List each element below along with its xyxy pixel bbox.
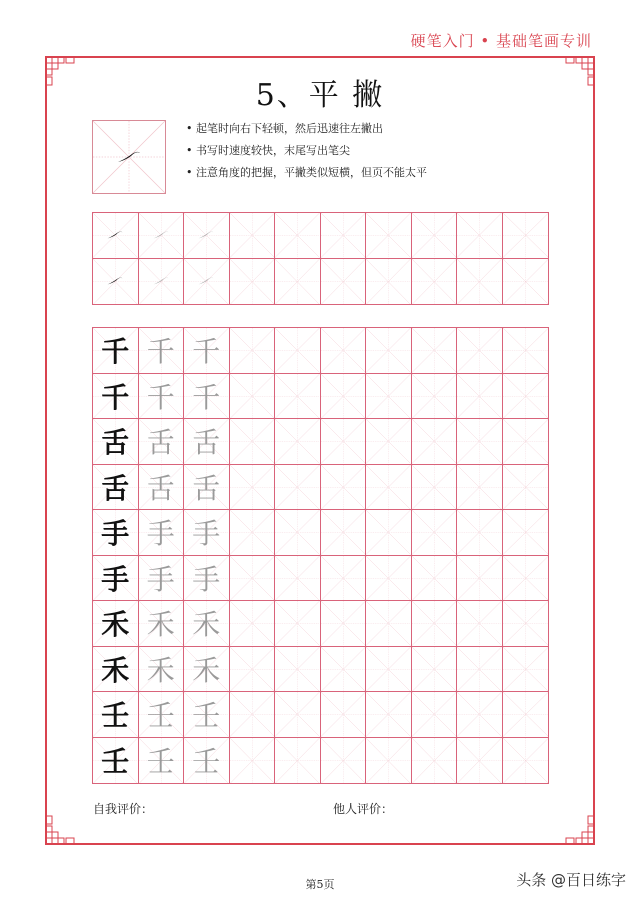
practice-cell xyxy=(93,510,139,556)
model-character: 壬 xyxy=(101,699,130,733)
model-character: 舌 xyxy=(101,471,130,505)
practice-cell xyxy=(139,601,185,647)
practice-cell xyxy=(503,692,549,738)
rice-grid-guide-icon xyxy=(412,738,457,784)
practice-cell xyxy=(139,465,185,511)
flat-left-falling-stroke-icon xyxy=(152,277,170,285)
rice-grid-guide-icon xyxy=(457,692,502,737)
rice-grid-guide-icon xyxy=(457,465,502,510)
rice-grid-guide-icon xyxy=(412,465,457,510)
model-character: 壬 xyxy=(101,745,130,779)
practice-cell xyxy=(366,259,412,305)
practice-cell xyxy=(412,510,458,556)
flat-left-falling-stroke-icon xyxy=(106,277,124,285)
practice-cell xyxy=(230,601,276,647)
practice-cell xyxy=(503,647,549,693)
rice-grid-guide-icon xyxy=(275,465,320,510)
practice-cell xyxy=(230,556,276,602)
practice-cell xyxy=(139,213,185,259)
practice-cell xyxy=(503,738,549,784)
practice-cell xyxy=(457,328,503,374)
practice-cell xyxy=(457,738,503,784)
practice-cell xyxy=(321,510,367,556)
practice-cell xyxy=(139,374,185,420)
practice-cell xyxy=(93,465,139,511)
peer-evaluation-label: 他人评价： xyxy=(333,802,394,816)
rice-grid-guide-icon xyxy=(321,601,366,646)
practice-cell xyxy=(321,601,367,647)
trace-character: 禾 xyxy=(192,653,221,687)
practice-cell xyxy=(412,419,458,465)
page-title: 5、平 撇 xyxy=(255,78,385,113)
rice-grid-guide-icon xyxy=(503,259,549,305)
practice-cell xyxy=(457,465,503,511)
rice-grid-guide-icon xyxy=(321,465,366,510)
trace-character: 千 xyxy=(192,380,221,414)
corner-ornament-icon xyxy=(46,814,76,844)
rice-grid-guide-icon xyxy=(275,259,320,305)
practice-cell xyxy=(230,259,276,305)
practice-cell xyxy=(230,374,276,420)
practice-cell xyxy=(184,738,230,784)
trace-character: 舌 xyxy=(146,471,175,505)
practice-cell xyxy=(412,556,458,602)
tip-item: • 起笔时向右下轻顿，然后迅速往左撇出 xyxy=(186,118,427,140)
trace-character: 壬 xyxy=(192,745,221,779)
practice-cell xyxy=(139,647,185,693)
practice-cell xyxy=(366,328,412,374)
practice-cell xyxy=(503,556,549,602)
practice-cell xyxy=(139,738,185,784)
practice-cell xyxy=(275,419,321,465)
practice-cell xyxy=(184,601,230,647)
rice-grid-guide-icon xyxy=(503,556,549,601)
rice-grid-guide-icon xyxy=(230,213,275,258)
practice-cell xyxy=(503,510,549,556)
practice-cell xyxy=(139,692,185,738)
rice-grid-guide-icon xyxy=(230,647,275,692)
rice-grid-guide-icon xyxy=(321,419,366,464)
practice-cell xyxy=(93,556,139,602)
rice-grid-guide-icon xyxy=(503,465,549,510)
rice-grid-guide-icon xyxy=(366,692,411,737)
tips-list xyxy=(186,118,427,184)
rice-grid-guide-icon xyxy=(366,510,411,555)
stroke-practice-grid xyxy=(92,212,549,305)
practice-cell xyxy=(412,328,458,374)
rice-grid-guide-icon xyxy=(503,213,549,258)
rice-grid-guide-icon xyxy=(412,510,457,555)
rice-grid-guide-icon xyxy=(275,556,320,601)
practice-cell xyxy=(457,419,503,465)
rice-grid-guide-icon xyxy=(230,328,275,373)
rice-grid-guide-icon xyxy=(412,213,457,258)
practice-cell xyxy=(93,374,139,420)
rice-grid-guide-icon xyxy=(321,510,366,555)
rice-grid-guide-icon xyxy=(503,328,549,373)
practice-cell xyxy=(275,374,321,420)
practice-cell xyxy=(93,328,139,374)
rice-grid-guide-icon xyxy=(412,647,457,692)
practice-cell xyxy=(366,692,412,738)
practice-cell xyxy=(184,647,230,693)
practice-cell xyxy=(321,738,367,784)
rice-grid-guide-icon xyxy=(366,465,411,510)
rice-grid-guide-icon xyxy=(503,601,549,646)
rice-grid-guide-icon xyxy=(503,647,549,692)
practice-cell xyxy=(457,601,503,647)
practice-cell xyxy=(184,556,230,602)
practice-cell xyxy=(275,259,321,305)
rice-grid-guide-icon xyxy=(230,419,275,464)
practice-cell xyxy=(139,259,185,305)
practice-cell xyxy=(275,213,321,259)
flat-left-falling-stroke-icon xyxy=(197,231,215,239)
corner-ornament-icon xyxy=(564,814,594,844)
rice-grid-guide-icon xyxy=(366,328,411,373)
trace-character: 千 xyxy=(192,335,221,369)
practice-cell xyxy=(457,510,503,556)
watermark: 头条 @百日练字 xyxy=(516,871,626,889)
practice-cell xyxy=(93,213,139,259)
practice-cell xyxy=(503,259,549,305)
practice-cell xyxy=(503,465,549,511)
practice-cell xyxy=(93,601,139,647)
practice-cell xyxy=(275,328,321,374)
trace-character: 舌 xyxy=(192,471,221,505)
practice-cell xyxy=(275,556,321,602)
self-evaluation-label: 自我评价： xyxy=(93,802,154,816)
trace-character: 禾 xyxy=(146,653,175,687)
practice-cell xyxy=(366,419,412,465)
rice-grid-guide-icon xyxy=(457,601,502,646)
practice-cell xyxy=(184,419,230,465)
practice-cell xyxy=(139,556,185,602)
rice-grid-guide-icon xyxy=(230,556,275,601)
trace-character: 舌 xyxy=(146,426,175,460)
practice-cell xyxy=(457,374,503,420)
practice-cell xyxy=(366,465,412,511)
practice-cell xyxy=(457,259,503,305)
practice-cell xyxy=(321,374,367,420)
rice-grid-guide-icon xyxy=(275,692,320,737)
practice-cell xyxy=(275,601,321,647)
rice-grid-guide-icon xyxy=(366,647,411,692)
practice-cell xyxy=(412,692,458,738)
rice-grid-guide-icon xyxy=(457,510,502,555)
practice-cell xyxy=(184,213,230,259)
model-character: 手 xyxy=(101,517,130,551)
trace-character: 舌 xyxy=(192,426,221,460)
rice-grid-guide-icon xyxy=(275,601,320,646)
practice-cell xyxy=(503,419,549,465)
practice-cell xyxy=(412,213,458,259)
practice-cell xyxy=(139,419,185,465)
practice-cell xyxy=(275,647,321,693)
rice-grid-guide-icon xyxy=(321,738,366,784)
rice-grid-guide-icon xyxy=(366,259,411,305)
practice-cell xyxy=(503,374,549,420)
practice-cell xyxy=(184,259,230,305)
practice-cell xyxy=(457,692,503,738)
rice-grid-guide-icon xyxy=(457,647,502,692)
practice-cell xyxy=(412,601,458,647)
trace-character: 手 xyxy=(146,562,175,596)
practice-cell xyxy=(457,213,503,259)
practice-cell xyxy=(184,465,230,511)
practice-cell xyxy=(412,259,458,305)
practice-cell xyxy=(321,647,367,693)
practice-cell xyxy=(275,465,321,511)
practice-cell xyxy=(275,738,321,784)
practice-cell xyxy=(230,328,276,374)
rice-grid-guide-icon xyxy=(412,374,457,419)
rice-grid-guide-icon xyxy=(321,328,366,373)
rice-grid-guide-icon xyxy=(275,419,320,464)
practice-cell xyxy=(503,213,549,259)
practice-cell xyxy=(321,465,367,511)
rice-grid-guide-icon xyxy=(412,601,457,646)
model-character: 千 xyxy=(101,380,130,414)
rice-grid-guide-icon xyxy=(275,213,320,258)
rice-grid-guide-icon xyxy=(230,465,275,510)
trace-character: 手 xyxy=(146,517,175,551)
rice-grid-guide-icon xyxy=(230,601,275,646)
rice-grid-guide-icon xyxy=(366,374,411,419)
practice-cell xyxy=(230,692,276,738)
practice-cell xyxy=(366,213,412,259)
practice-cell xyxy=(93,259,139,305)
flat-left-falling-stroke-icon xyxy=(106,231,124,239)
practice-cell xyxy=(366,510,412,556)
character-practice-grid xyxy=(92,327,549,784)
practice-cell xyxy=(184,692,230,738)
rice-grid-guide-icon xyxy=(366,601,411,646)
tip-item: • 注意角度的把握，平撇类似短横，但页不能太平 xyxy=(186,162,427,184)
practice-cell xyxy=(184,510,230,556)
flat-left-falling-stroke-icon xyxy=(197,277,215,285)
practice-cell xyxy=(93,647,139,693)
trace-character: 壬 xyxy=(192,699,221,733)
rice-grid-guide-icon xyxy=(230,259,275,305)
rice-grid-guide-icon xyxy=(412,556,457,601)
practice-cell xyxy=(366,601,412,647)
rice-grid-guide-icon xyxy=(275,374,320,419)
practice-cell xyxy=(457,647,503,693)
rice-grid-guide-icon xyxy=(321,374,366,419)
rice-grid-guide-icon xyxy=(457,374,502,419)
rice-grid-guide-icon xyxy=(412,692,457,737)
practice-cell xyxy=(230,738,276,784)
practice-cell xyxy=(366,556,412,602)
practice-cell xyxy=(412,465,458,511)
practice-cell xyxy=(275,692,321,738)
model-character: 禾 xyxy=(101,653,130,687)
practice-cell xyxy=(230,419,276,465)
rice-grid-guide-icon xyxy=(366,556,411,601)
practice-cell xyxy=(93,692,139,738)
rice-grid-guide-icon xyxy=(457,213,502,258)
rice-grid-guide-icon xyxy=(366,213,411,258)
practice-cell xyxy=(321,556,367,602)
trace-character: 手 xyxy=(192,517,221,551)
practice-cell xyxy=(457,556,503,602)
trace-character: 禾 xyxy=(192,608,221,642)
tip-item: • 书写时速度较快，末尾写出笔尖 xyxy=(186,140,427,162)
rice-grid-guide-icon xyxy=(321,213,366,258)
practice-cell xyxy=(230,465,276,511)
practice-cell xyxy=(93,738,139,784)
rice-grid-guide-icon xyxy=(275,328,320,373)
rice-grid-guide-icon xyxy=(230,692,275,737)
rice-grid-guide-icon xyxy=(503,738,549,784)
practice-cell xyxy=(321,419,367,465)
rice-grid-guide-icon xyxy=(321,692,366,737)
rice-grid-guide-icon xyxy=(457,259,502,305)
model-character: 舌 xyxy=(101,426,130,460)
rice-grid-guide-icon xyxy=(366,738,411,784)
rice-grid-guide-icon xyxy=(503,510,549,555)
rice-grid-guide-icon xyxy=(230,738,275,784)
rice-grid-guide-icon xyxy=(503,692,549,737)
practice-cell xyxy=(503,328,549,374)
rice-grid-guide-icon xyxy=(230,374,275,419)
practice-cell xyxy=(230,213,276,259)
flat-left-falling-stroke-icon xyxy=(117,151,141,163)
rice-grid-guide-icon xyxy=(457,419,502,464)
rice-grid-guide-icon xyxy=(412,419,457,464)
practice-cell xyxy=(321,259,367,305)
rice-grid-guide-icon xyxy=(321,647,366,692)
rice-grid-guide-icon xyxy=(503,374,549,419)
practice-cell xyxy=(321,328,367,374)
practice-cell xyxy=(321,213,367,259)
practice-cell xyxy=(230,647,276,693)
practice-cell xyxy=(139,328,185,374)
rice-grid-guide-icon xyxy=(275,738,320,784)
trace-character: 千 xyxy=(146,335,175,369)
trace-character: 手 xyxy=(192,562,221,596)
practice-cell xyxy=(503,601,549,647)
rice-grid-guide-icon xyxy=(503,419,549,464)
practice-cell xyxy=(139,510,185,556)
practice-cell xyxy=(230,510,276,556)
practice-cell xyxy=(366,374,412,420)
practice-cell xyxy=(366,647,412,693)
practice-cell xyxy=(412,647,458,693)
page-number: 第5页 xyxy=(305,878,335,891)
rice-grid-guide-icon xyxy=(412,259,457,305)
model-character: 千 xyxy=(101,335,130,369)
model-character: 手 xyxy=(101,562,130,596)
trace-character: 禾 xyxy=(146,608,175,642)
stroke-demo-box xyxy=(92,120,166,194)
rice-grid-guide-icon xyxy=(321,556,366,601)
rice-grid-guide-icon xyxy=(366,419,411,464)
series-title: 硬笔入门 • 基础笔画专训 xyxy=(410,32,592,50)
rice-grid-guide-icon xyxy=(275,647,320,692)
rice-grid-guide-icon xyxy=(230,510,275,555)
practice-cell xyxy=(184,328,230,374)
rice-grid-guide-icon xyxy=(321,259,366,305)
rice-grid-guide-icon xyxy=(457,556,502,601)
practice-cell xyxy=(275,510,321,556)
model-character: 禾 xyxy=(101,608,130,642)
rice-grid-guide-icon xyxy=(412,328,457,373)
practice-cell xyxy=(321,692,367,738)
practice-cell xyxy=(366,738,412,784)
practice-cell xyxy=(93,419,139,465)
practice-cell xyxy=(412,738,458,784)
trace-character: 壬 xyxy=(146,745,175,779)
rice-grid-guide-icon xyxy=(457,738,502,784)
rice-grid-guide-icon xyxy=(457,328,502,373)
rice-grid-guide-icon xyxy=(275,510,320,555)
trace-character: 壬 xyxy=(146,699,175,733)
flat-left-falling-stroke-icon xyxy=(152,231,170,239)
trace-character: 千 xyxy=(146,380,175,414)
practice-cell xyxy=(412,374,458,420)
practice-cell xyxy=(184,374,230,420)
